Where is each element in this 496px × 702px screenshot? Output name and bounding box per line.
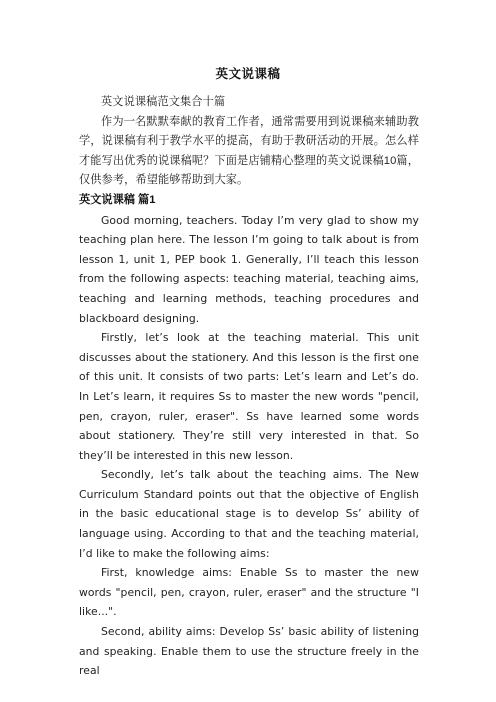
body-paragraph-teaching-material: Firstly, let’s look at the teaching material. This unit discusses about the stationery. And this lesson is the first one of this unit. It consists of two parts: Let’s learn and Let’s do. In Let’s learn, it requires Ss to master the new words "pencil, pen, crayon, ruler, eraser". Ss have learned some words about stationery. They’re still very interested in that. So they’ll be interested in this new lesson. <box>79 331 419 462</box>
intro-paragraph: 作为一名默默奉献的教育工作者，通常需要用到说课稿来辅助教学，说课稿有利于教学水平的提高，有助于教研活动的开展。怎么样才能写出优秀的说课稿呢？下面是店铺精心整理的英文说课稿10篇，仅供参考，希望能够帮助到大家。 <box>79 115 419 187</box>
document-title: 英文说课稿 <box>215 67 281 81</box>
document-subtitle: 英文说课稿范文集合十篇 <box>101 96 226 108</box>
section-heading: 英文说课稿 篇1 <box>79 193 156 206</box>
body-paragraph-knowledge-aims: First, knowledge aims: Enable Ss to master the new words "pencil, pen, crayon, ruler, eraser" and the structure "I like...". <box>79 566 419 619</box>
body-paragraph-teaching-aims: Secondly, let’s talk about the teaching aims. The New Curriculum Standard points out that the objective of English in the basic educational stage is to develop Ss’ ability of language using. According to that and the teaching material, I’d like to make the following aims: <box>79 468 419 560</box>
body-paragraph-ability-aims: Second, ability aims: Develop Ss’ basic ability of listening and speaking. Enable them to use the structure freely in the real <box>79 625 419 678</box>
body-paragraph-greeting: Good morning, teachers. Today I’m very glad to show my teaching plan here. The lesson I’m going to talk about is from lesson 1, unit 1, PEP book 1. Generally, I’ll teach this lesson from the following aspects: teaching material, teaching aims, teaching and learning methods, teaching procedures and blackboard designing. <box>79 213 419 325</box>
document-body <box>79 93 419 681</box>
